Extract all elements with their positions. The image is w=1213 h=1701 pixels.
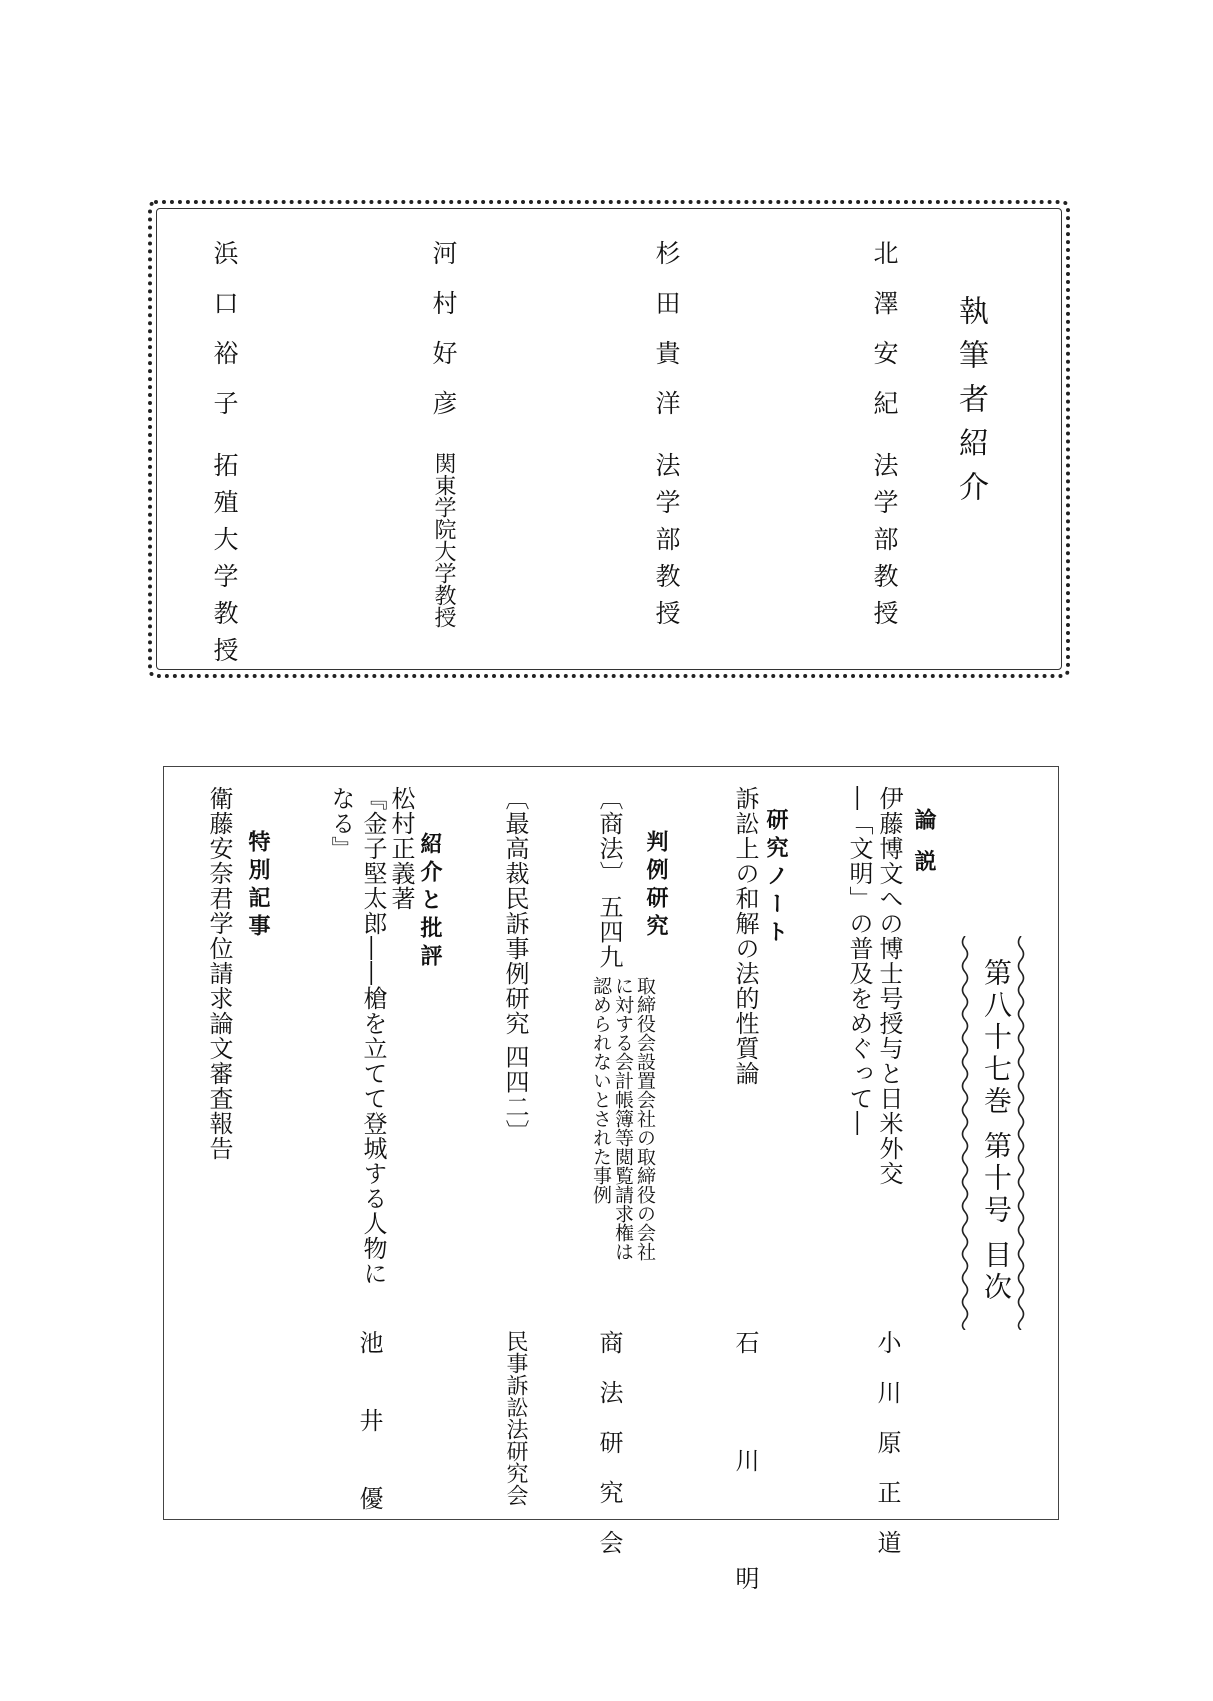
section-heading: 判例研究 <box>643 830 668 942</box>
case-author: 民事訴訟法研究会 <box>503 1330 528 1506</box>
review-author: 池井優 <box>355 1330 383 1564</box>
contributor-name: 浜口裕子 <box>210 240 239 440</box>
section-heading: 特別記事 <box>245 830 270 942</box>
case-author: 商法研究会 <box>595 1330 623 1580</box>
contributor-affiliation: 関東学院大学教授 <box>431 452 456 628</box>
case-description: に対する会計帳簿等閲覧請求権は <box>612 976 634 1261</box>
contributor-name: 北澤安紀 <box>870 240 899 440</box>
toc-title: 第八十七巻 第十号 目次 <box>980 958 1013 1304</box>
contributors-heading: 執筆者紹介 <box>953 295 988 515</box>
wave-border-left <box>960 936 970 1330</box>
contributor-affiliation: 法学部教授 <box>870 452 899 637</box>
contributor-name: 河村好彦 <box>429 240 458 440</box>
review-book-title: 『金子堅太郎――槍を立てて登城する人物に <box>359 786 387 1286</box>
contributor-affiliation: 法学部教授 <box>652 452 681 637</box>
wave-border-right <box>1016 936 1026 1330</box>
case-description: 認められないとされた事例 <box>590 976 612 1204</box>
section-heading: 論 説 <box>911 808 936 878</box>
article-subtitle: ―「文明」の普及をめぐって― <box>845 786 873 1136</box>
case-description: 取締役会設置会社の取締役の会社 <box>634 976 656 1261</box>
article-author: 石川明 <box>731 1330 759 1684</box>
section-heading: 研究ノート <box>763 808 788 948</box>
case-title: 〔商法〕 五四九 <box>595 786 623 970</box>
review-book-author: 松村正義著 <box>387 786 415 911</box>
special-article-title: 衛藤安奈君学位請求論文審査報告 <box>205 786 233 1161</box>
case-series-title: 〔最高裁民訴事例研究 四四二〕 <box>501 786 529 1145</box>
section-heading: 紹介と批評 <box>417 832 442 972</box>
contributor-name: 杉田貴洋 <box>652 240 681 440</box>
article-title: 伊藤博文への博士号授与と日米外交 <box>875 786 903 1186</box>
article-author: 小川原正道 <box>873 1330 901 1580</box>
contributors-panel <box>148 200 1070 678</box>
review-book-title: なる』 <box>327 786 355 861</box>
article-title: 訴訟上の和解の法的性質論 <box>731 786 759 1086</box>
contributor-affiliation: 拓殖大学教授 <box>210 452 239 674</box>
